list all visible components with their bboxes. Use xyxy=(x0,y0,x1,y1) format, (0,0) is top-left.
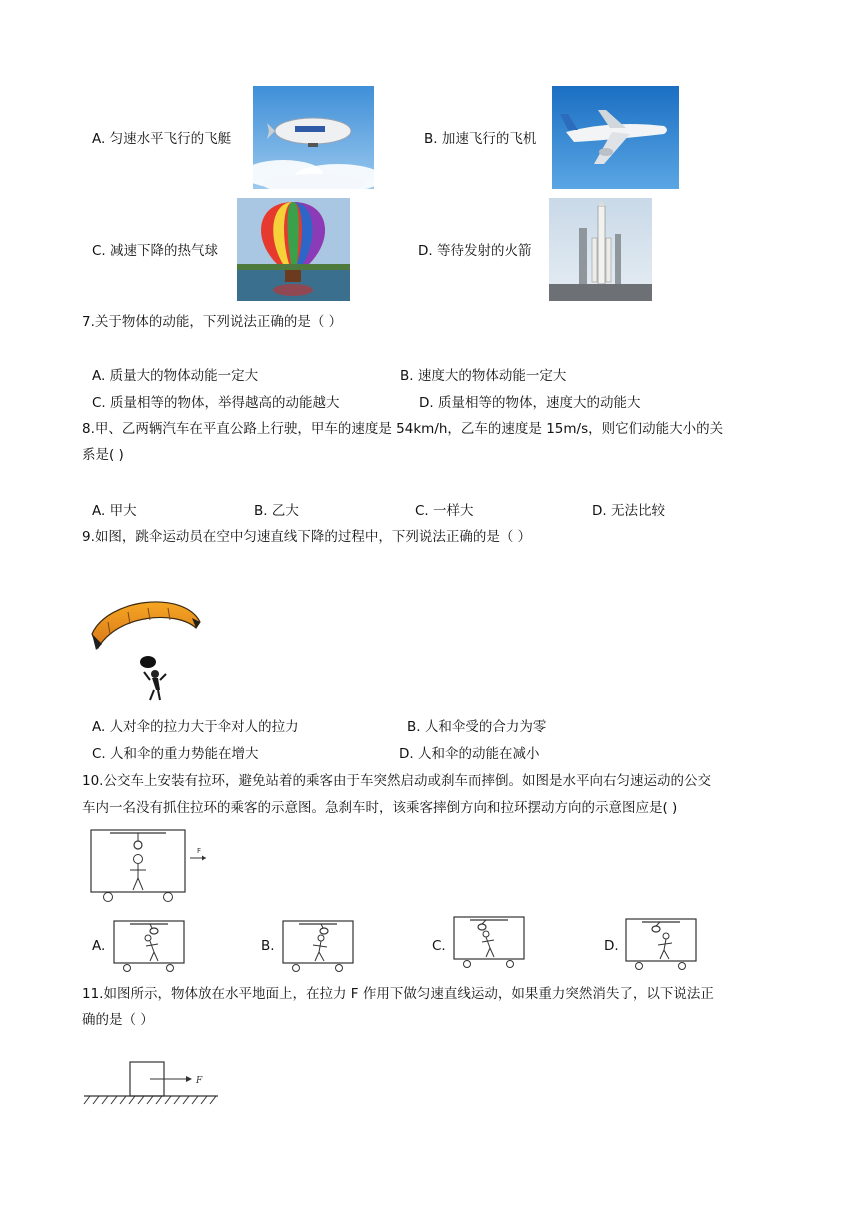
block-on-ground-diagram xyxy=(82,1058,222,1108)
q8-option-d: D. 无法比较 xyxy=(592,503,665,519)
q9-stem: 9.如图，跳伞运动员在空中匀速直线下降的过程中，下列说法正确的是（ ） xyxy=(82,529,532,545)
q7-option-a: A. 质量大的物体动能一定大 xyxy=(92,368,259,384)
q11-stem-line1: 11.如图所示，物体放在水平地面上，在拉力 F 作用下做匀速直线运动，如果重力突然消失了，以下说法正 xyxy=(82,986,714,1002)
airship-image xyxy=(253,86,374,189)
q10-option-d: D. xyxy=(604,938,619,954)
q10-option-a: A. xyxy=(92,938,106,954)
q9-option-d: D. 人和伞的动能在减小 xyxy=(399,746,540,762)
hot-air-balloon-image xyxy=(237,198,350,301)
q8-stem-line2: 系是( ) xyxy=(82,447,124,463)
force-label-f: F xyxy=(197,847,202,855)
q9-option-c: C. 人和伞的重力势能在增大 xyxy=(92,746,259,762)
q9-option-a: A. 人对伞的拉力大于伞对人的拉力 xyxy=(92,719,299,735)
q7-option-b: B. 速度大的物体动能一定大 xyxy=(400,368,567,384)
q10-stem-line2: 车内一名没有抓住拉环的乘客的示意图。急刹车时，该乘客摔倒方向和拉环摆动方向的示意图应是( ) xyxy=(82,800,678,816)
q7-stem: 7.关于物体的动能，下列说法正确的是（ ） xyxy=(82,314,343,330)
q10-option-c: C. xyxy=(432,938,446,954)
q8-option-a: A. 甲大 xyxy=(92,503,137,519)
q7-option-c: C. 质量相等的物体，举得越高的动能越大 xyxy=(92,395,340,411)
q8-option-c: C. 一样大 xyxy=(415,503,474,519)
q7-option-d: D. 质量相等的物体，速度大的动能大 xyxy=(419,395,641,411)
q10-stem-line1: 10.公交车上安装有拉环，避免站着的乘客由于车突然启动或刹车而摔倒。如图是水平向右匀速运动的公交 xyxy=(82,773,711,789)
bus-option-a-diagram xyxy=(112,918,188,974)
q11-stem-line2: 确的是（ ） xyxy=(82,1012,154,1028)
q6-option-c: C. 减速下降的热气球 xyxy=(92,243,219,259)
q10-option-b: B. xyxy=(261,938,275,954)
rocket-image xyxy=(549,198,652,301)
q6-option-b: B. 加速飞行的飞机 xyxy=(424,131,537,147)
q8-stem-line1: 8.甲、乙两辆汽车在平直公路上行驶，甲车的速度是 54km/h，乙车的速度是 15m/s，则它们动能大小的关 xyxy=(82,421,724,437)
airplane-image xyxy=(552,86,679,189)
bus-option-b-diagram xyxy=(281,918,357,974)
parachutist-image xyxy=(88,592,204,702)
q6-option-d: D. 等待发射的火箭 xyxy=(418,243,532,259)
bus-diagram xyxy=(88,826,216,904)
bus-option-c-diagram xyxy=(452,914,528,970)
q9-option-b: B. 人和伞受的合力为零 xyxy=(407,719,547,735)
q6-option-a: A. 匀速水平飞行的飞艇 xyxy=(92,131,232,147)
bus-option-d-diagram xyxy=(624,916,700,972)
q8-option-b: B. 乙大 xyxy=(254,503,299,519)
force-label-f-2: F xyxy=(196,1076,203,1086)
